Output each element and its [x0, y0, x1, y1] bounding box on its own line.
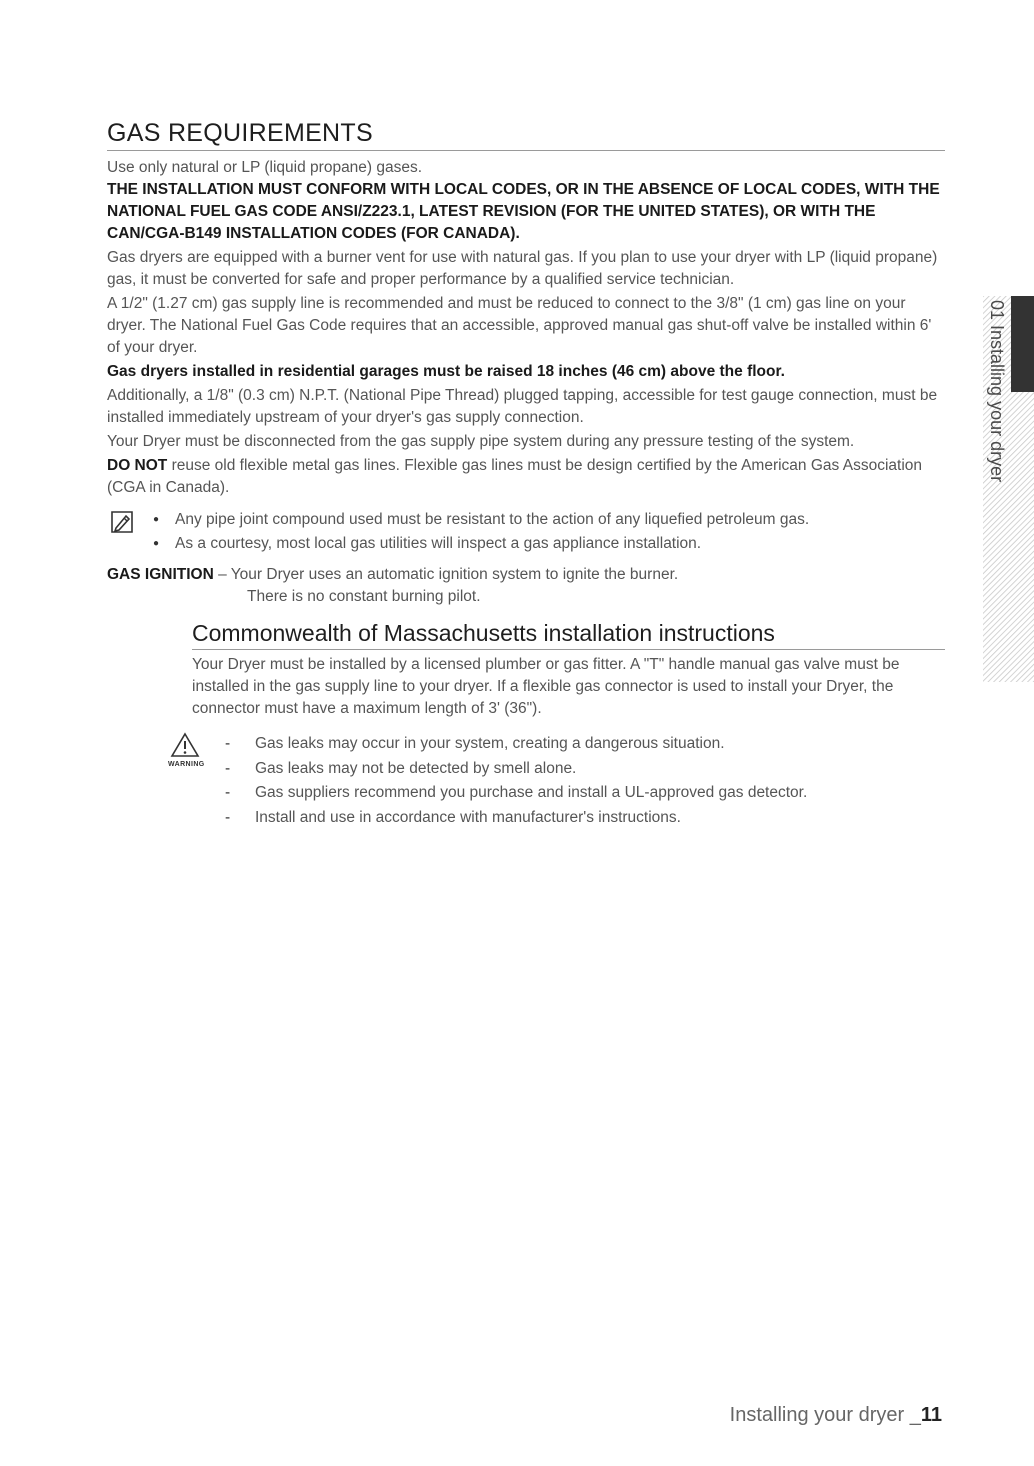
note-item: ● Any pipe joint compound used must be resistant to the action of any liquefied petroleum gas. — [153, 508, 945, 532]
warning-item: - Install and use in accordance with manufacturer's instructions. — [225, 806, 945, 831]
flexible-lines-text: reuse old flexible metal gas lines. Flexible gas lines must be design certified by the American Gas Association (CGA in Canada). — [107, 457, 922, 496]
warning-triangle-icon — [170, 732, 200, 758]
massachusetts-title: Commonwealth of Massachusetts installation instructions — [192, 618, 945, 650]
flexible-lines-paragraph — [107, 455, 945, 499]
ignition-text: – Your Dryer uses an automatic ignition system to ignite the burner. — [213, 566, 679, 583]
side-tab-label: 01 Installing your dryer — [987, 300, 1007, 483]
note-item: ● As a courtesy, most local gas utilities will inspect a gas appliance installation. — [153, 532, 945, 556]
burner-vent-paragraph: Gas dryers are equipped with a burner vent for use with natural gas. If you plan to use your dryer with LP (liquid propane) gas, it must be converted for safe and proper performance by a qualified service technician. — [107, 249, 938, 288]
tapping-paragraph: Additionally, a 1/8" (0.3 cm) N.P.T. (National Pipe Thread) plugged tapping, accessible for test gauge connection, must be installed immediately upstream of your dryer's gas supply connection. — [107, 387, 938, 426]
warning-item: - Gas suppliers recommend you purchase and install a UL-approved gas detector. — [225, 781, 945, 806]
ignition-label: GAS IGNITION — [107, 566, 214, 583]
warning-item: - Gas leaks may occur in your system, creating a dangerous situation. — [225, 732, 945, 757]
intro-paragraph: Use only natural or LP (liquid propane) gases. — [107, 159, 423, 176]
page-footer — [730, 1404, 942, 1427]
ignition-line — [107, 564, 945, 586]
ignition-text-2: There is no constant burning pilot. — [247, 588, 481, 605]
supply-line-paragraph: A 1/2" (1.27 cm) gas supply line is recommended and must be reduced to connect to the 3/8" (1 cm) gas line on your dryer. The National Fuel Gas Code requires that an accessible, approved manual gas shut-off valve be installed within 6' of your dryer. — [107, 295, 932, 356]
section-title: GAS REQUIREMENTS — [107, 118, 945, 151]
pressure-test-paragraph: Your Dryer must be disconnected from the gas supply pipe system during any pressure testing of the system. — [107, 433, 855, 450]
warning-block — [168, 732, 945, 830]
gas-ignition-block — [107, 564, 945, 608]
notes-block — [107, 508, 945, 556]
warning-label: WARNING — [168, 761, 205, 768]
do-not-label: DO NOT — [107, 457, 168, 474]
note-pencil-icon — [109, 509, 135, 535]
garage-paragraph: Gas dryers installed in residential garages must be raised 18 inches (46 cm) above the floor. — [107, 363, 785, 380]
code-requirement-paragraph: THE INSTALLATION MUST CONFORM WITH LOCAL CODES, OR IN THE ABSENCE OF LOCAL CODES, WITH THE NATIONAL FUEL GAS CODE ANSI/Z223.1, LATEST REVISION (FOR THE UNITED STATES), OR WITH THE CAN/CGA-B149 INSTALLATION CODES (FOR CANADA). — [107, 181, 940, 242]
massachusetts-paragraph: Your Dryer must be installed by a licensed plumber or gas fitter. A "T" handle manual gas valve must be installed in the gas supply line to your dryer. If a flexible gas connector is used to install your Dryer, the connector must have a maximum length of 3' (36"). — [192, 656, 900, 717]
footer-text: Installing your dryer _ — [729, 1404, 921, 1426]
massachusetts-section — [168, 618, 945, 830]
page-content — [107, 118, 945, 830]
warning-item: - Gas leaks may not be detected by smell alone. — [225, 757, 945, 782]
page-number: 11 — [920, 1404, 942, 1426]
